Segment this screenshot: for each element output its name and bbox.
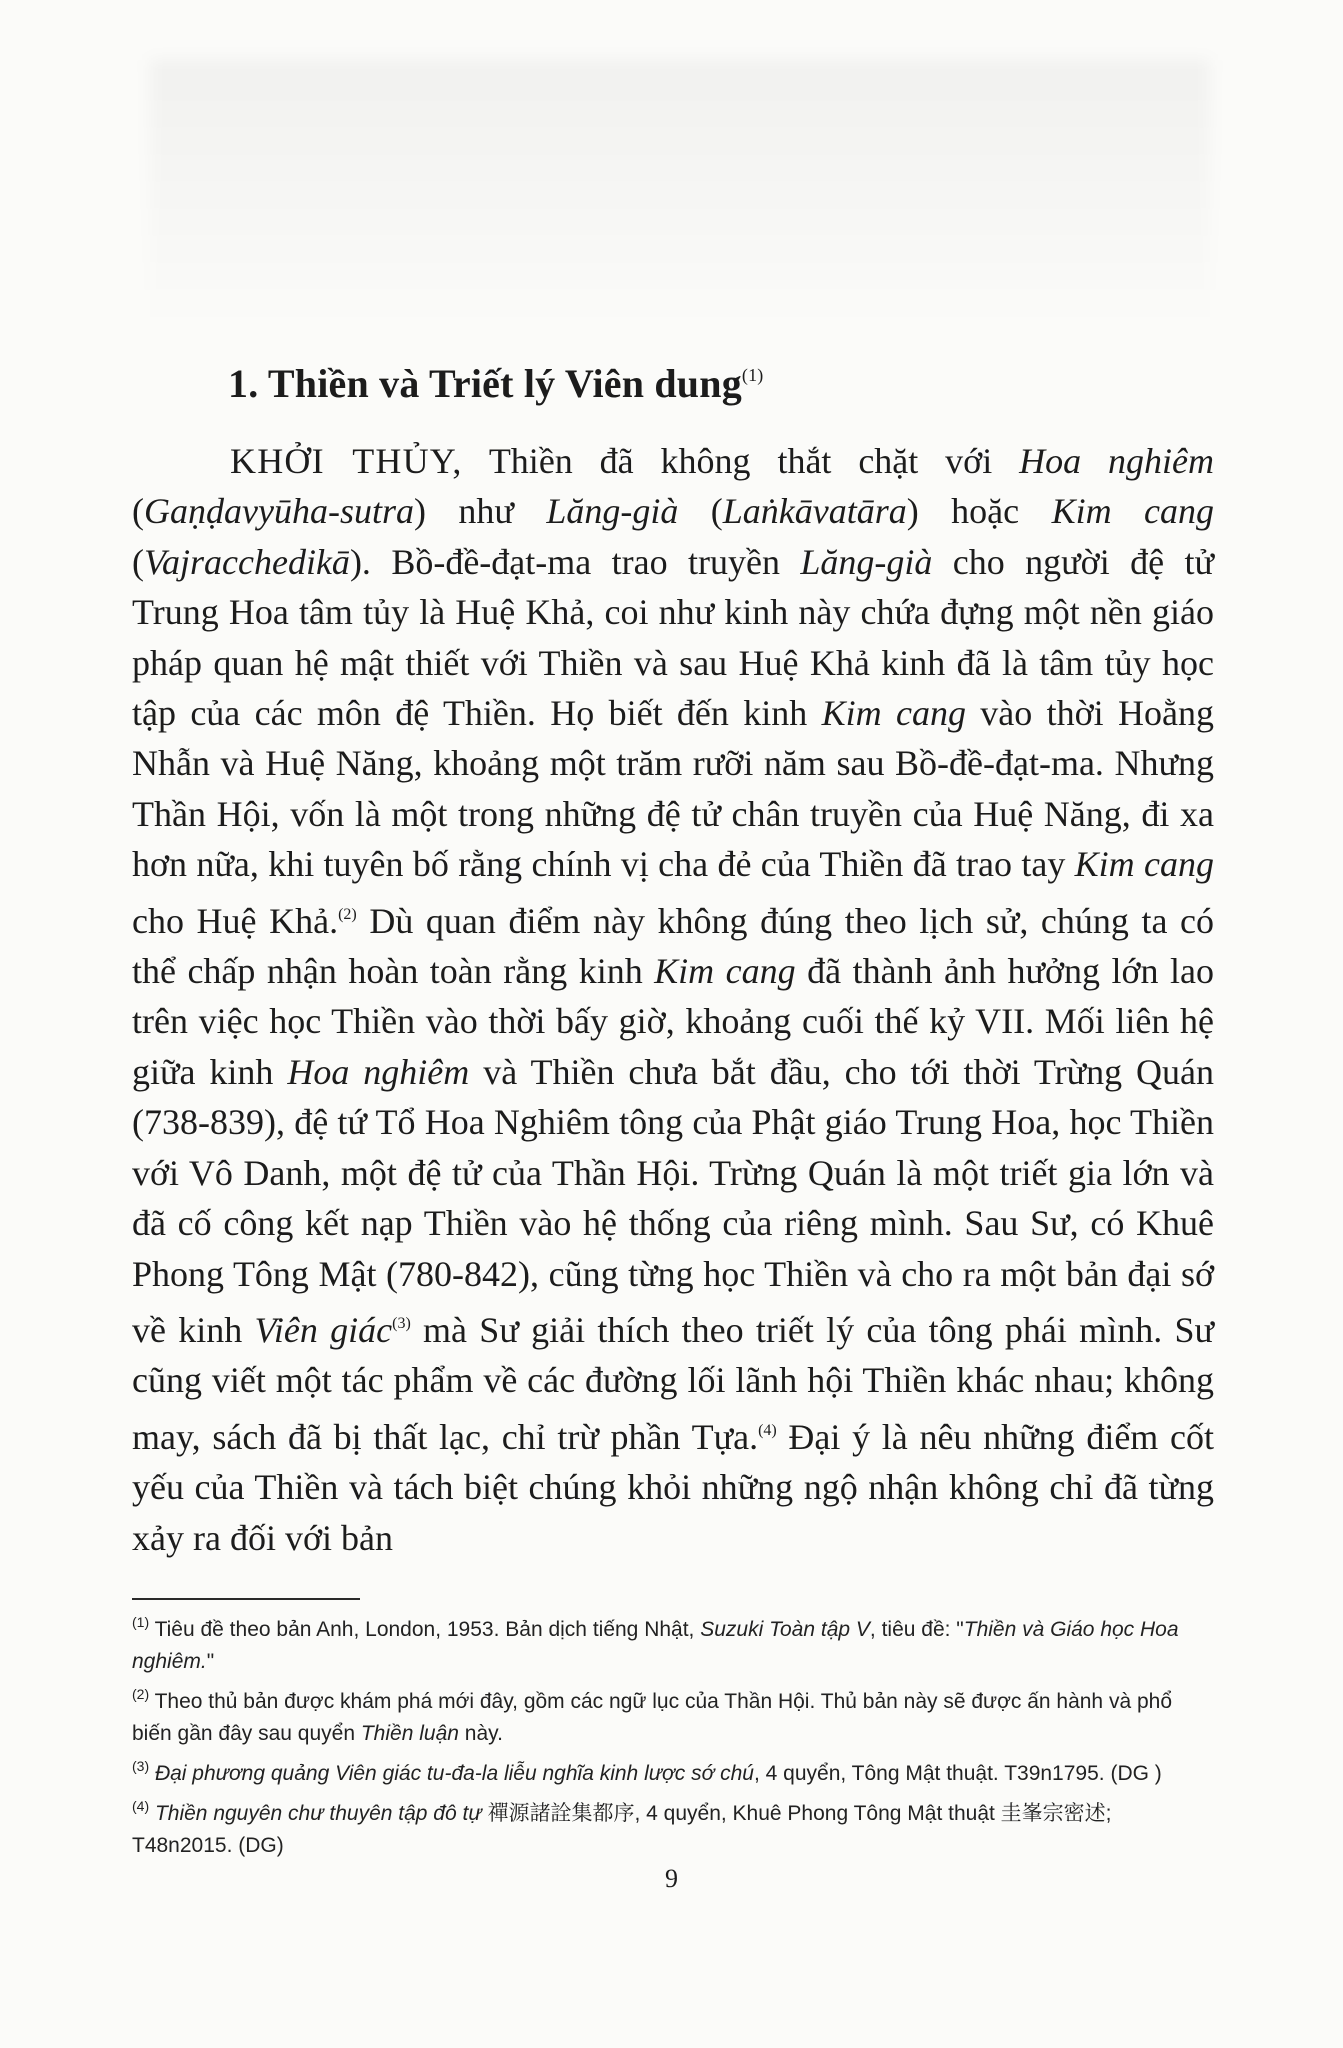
italic-text: Đại phương quảng Viên giác tu-đa-la liễu nghĩa kinh lược sớ chú: [149, 1762, 754, 1785]
footnote: [132, 1750, 1217, 1790]
text-run: ) hoặc: [906, 491, 1052, 532]
text-run: ": [206, 1650, 215, 1673]
footnote-number: (4): [132, 1798, 150, 1814]
text-run: cho người đệ tử Trung Hoa tâm tủy là Huệ Khả, coi như kinh này chứa đựng một nền giáo pháp quan hệ mật thiết với Thiền và sau Huệ Khả kinh đã là tâm tủy học tập của các môn đệ Thiền. Họ biết đến kinh: [132, 541, 1214, 734]
italic-text: Thiền luận: [360, 1722, 459, 1745]
text-run: và Thiền chưa bắt đầu, cho tới thời Trừng Quán (738-839), đệ tứ Tổ Hoa Nghiêm tông của Phật giáo Trung Hoa, học Thiền với Vô Danh, một đệ tử của Thần Hội. Trừng Quán là một triết gia lớn và đã cố công kết nạp Thiền vào hệ thống của riêng mình. Sau Sư, có Khuê Phong Tông Mật (780-842), cũng từng học Thiền và cho ra một bản đại sớ về kinh: [132, 1051, 1214, 1350]
footnote-ref: (4): [758, 1421, 777, 1439]
text-run: (: [132, 541, 144, 582]
text-run: (: [132, 491, 144, 532]
bleed-through-shadow: [150, 60, 1210, 330]
italic-text: Kim cang: [654, 951, 796, 992]
text-run: Dù quan điểm này không đúng theo lịch sử, chúng ta có thể chấp nhận hoàn toàn rằng kinh: [132, 900, 1215, 992]
text-run: Đại ý là nêu những điểm cốt yếu của Thiền và tách biệt chúng khỏi những ngộ nhận không chỉ đã từng xảy ra đối với bản: [132, 1416, 1214, 1558]
page-number: 9: [665, 1864, 678, 1893]
section-heading: [228, 360, 764, 407]
section-number: 1.: [228, 361, 259, 406]
text-run: , tiêu đề: ": [869, 1618, 964, 1641]
section-title: Thiền và Triết lý Viên dung: [267, 361, 742, 406]
text-run: , 4 quyển, Tông Mật thuật. T39n1795. (DG ): [753, 1762, 1162, 1785]
italic-text: Viên giác: [254, 1309, 393, 1350]
footnote-number: (2): [132, 1686, 150, 1702]
footnote-ref: (2): [338, 905, 357, 923]
text-run: Theo thủ bản được khám phá mới đây, gồm các ngữ lục của Thần Hội. Thủ bản này sẽ được ấn hành và phổ biến gần đây sau quyển: [132, 1690, 1172, 1745]
footnote-number: (3): [132, 1758, 150, 1774]
italic-text: Thiền nguyên chư thuyên tập đô tự: [149, 1802, 482, 1825]
heading-footnote-ref: (1): [741, 365, 764, 385]
footnotes: [132, 1606, 1217, 1862]
italic-text: Vajracchedikā: [144, 541, 350, 582]
italic-text: Lăng-già: [800, 541, 933, 582]
text-run: này.: [458, 1722, 503, 1745]
footnote-divider: [132, 1598, 360, 1600]
footnote-ref: (3): [392, 1314, 411, 1332]
italic-text: Lăng-già: [546, 491, 679, 532]
text-run: ) như: [413, 491, 547, 532]
footnote: [132, 1790, 1217, 1862]
italic-text: Laṅkāvatāra: [722, 491, 907, 532]
text-run: mà Sư giải thích theo triết lý của tông phái mình. Sư cũng viết một tác phẩm về các đường lối lãnh hội Thiền khác nhau; không may, sách đã bị thất lạc, chỉ trừ phần Tựa.: [132, 1309, 1215, 1457]
italic-text: Suzuki Toàn tập V: [700, 1618, 870, 1641]
text-run: Thiền đã không thắt chặt với: [462, 441, 1020, 481]
italic-text: Kim cang: [821, 693, 966, 734]
italic-text: Hoa nghiêm: [287, 1051, 470, 1092]
footnote-number: (1): [132, 1614, 150, 1630]
italic-text: Kim cang: [1074, 844, 1214, 885]
italic-text: Hoa nghiêm: [1019, 441, 1214, 481]
text-run: Tiêu đề theo bản Anh, London, 1953. Bản dịch tiếng Nhật,: [149, 1618, 701, 1641]
footnote: [132, 1678, 1217, 1750]
lead-in: KHỞI THỦY,: [230, 441, 463, 481]
text-run: 禪源諸詮集都序, 4 quyển, Khuê Phong Tông Mật thuật 圭峯宗密述; T48n2015. (DG): [132, 1802, 1112, 1857]
text-run: đã thành ảnh hưởng lớn lao trên việc học Thiền vào thời bấy giờ, khoảng cuối thế kỷ VII. Mối liên hệ giữa kinh: [132, 951, 1214, 1092]
text-run: cho Huệ Khả.: [132, 900, 339, 941]
text-run: ). Bồ-đề-đạt-ma trao truyền: [349, 541, 801, 582]
text-run: (: [678, 491, 723, 532]
footnote: [132, 1606, 1217, 1678]
italic-text: Kim cang: [1051, 491, 1214, 532]
body-paragraph: [132, 436, 1214, 1563]
italic-text: Thiền và Giáo học Hoa nghiêm.: [132, 1618, 1179, 1673]
body-text-content: [132, 441, 1214, 1558]
text-run: vào thời Hoằng Nhẫn và Huệ Năng, khoảng một trăm rưỡi năm sau Bồ-đề-đạt-ma. Nhưng Thần Hội, vốn là một trong những đệ tử chân truyền của Huệ Năng, đi xa hơn nữa, khi tuyên bố rằng chính vị cha đẻ của Thiền đã trao tay: [132, 693, 1214, 885]
italic-text: Gaṇḍavyūha-sutra: [144, 491, 414, 532]
